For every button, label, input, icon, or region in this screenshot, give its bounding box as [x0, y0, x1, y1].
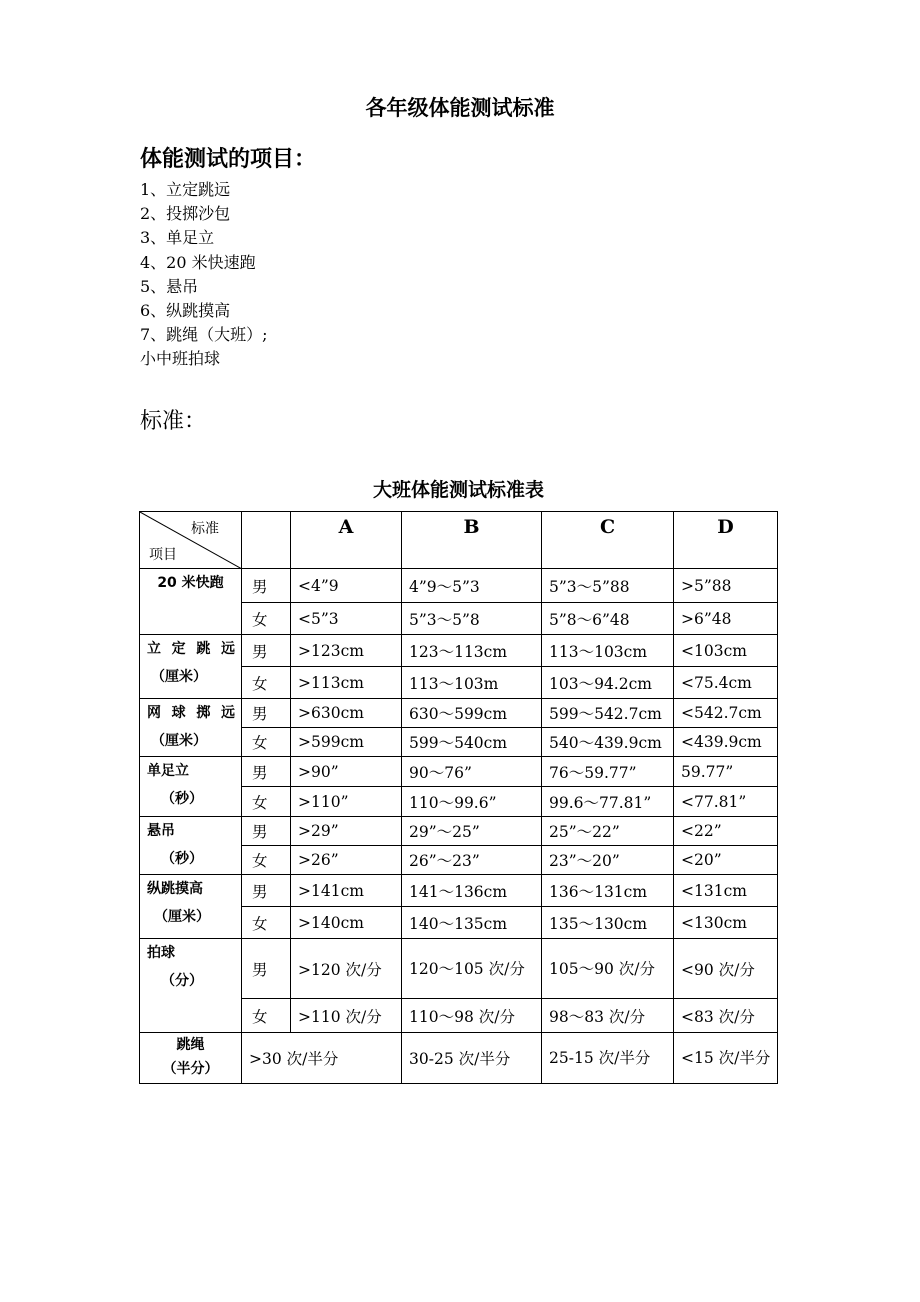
value-cell: <103cm	[674, 635, 778, 667]
value-cell: >120 次/分	[291, 939, 402, 999]
gender-cell: 女	[242, 846, 291, 875]
value-cell: <439.9cm	[674, 728, 778, 757]
value-cell: 599～540cm	[402, 728, 542, 757]
standards-table	[139, 511, 778, 1084]
category-cell: 跳绳 （半分）	[140, 1033, 242, 1084]
gender-cell: 女	[242, 667, 291, 699]
gender-cell: 男	[242, 699, 291, 728]
value-cell: 630～599cm	[402, 699, 542, 728]
value-cell: 99.6～77.81”	[542, 787, 674, 817]
category-cell: 悬吊 （秒）	[140, 817, 242, 875]
value-cell: 30-25 次/半分	[402, 1033, 542, 1084]
items-heading: 体能测试的项目：	[140, 147, 317, 172]
gender-cell: 男	[242, 757, 291, 787]
value-cell: 110～99.6”	[402, 787, 542, 817]
list-item: 7、跳绳（大班）;	[140, 325, 268, 345]
value-cell: >113cm	[291, 667, 402, 699]
gender-cell: 男	[242, 569, 291, 603]
value-cell: 59.77”	[674, 757, 778, 787]
value-cell: 23”～20”	[542, 846, 674, 875]
blank-header-cell	[242, 512, 291, 569]
table-row	[140, 569, 778, 603]
value-cell: 5”3～5”88	[542, 569, 674, 603]
value-cell: <90 次/分	[674, 939, 778, 999]
value-cell: >26”	[291, 846, 402, 875]
grade-header: D	[674, 512, 778, 569]
value-cell: >90”	[291, 757, 402, 787]
category-cell: 网球掷远 （厘米）	[140, 699, 242, 757]
value-cell: <130cm	[674, 907, 778, 939]
gender-cell: 男	[242, 817, 291, 846]
category-cell: 立定跳远 （厘米）	[140, 635, 242, 699]
value-cell: 141～136cm	[402, 875, 542, 907]
value-cell: 599～542.7cm	[542, 699, 674, 728]
corner-cell	[140, 512, 242, 569]
table-row	[140, 757, 778, 787]
document-title: 各年级体能测试标准	[365, 96, 555, 120]
table-row	[140, 817, 778, 846]
value-cell: 90～76”	[402, 757, 542, 787]
value-cell: 76～59.77”	[542, 757, 674, 787]
list-item: 小中班拍球	[140, 349, 221, 369]
header-row	[140, 512, 778, 569]
value-cell: <131cm	[674, 875, 778, 907]
gender-cell: 女	[242, 907, 291, 939]
value-cell: >630cm	[291, 699, 402, 728]
value-cell: <5”3	[291, 603, 402, 635]
value-cell: 4”9～5”3	[402, 569, 542, 603]
value-cell: <4”9	[291, 569, 402, 603]
list-item: 3、单足立	[140, 228, 215, 248]
list-item: 2、投掷沙包	[140, 204, 231, 224]
items-list	[140, 178, 268, 372]
gender-cell: 女	[242, 728, 291, 757]
corner-top-label: 标准	[191, 521, 219, 537]
table-title: 大班体能测试标准表	[372, 479, 544, 501]
value-cell: 103～94.2cm	[542, 667, 674, 699]
standard-label: 标准：	[140, 409, 207, 434]
gender-cell: 男	[242, 635, 291, 667]
value-cell: 540～439.9cm	[542, 728, 674, 757]
category-cell: 纵跳摸高 （厘米）	[140, 875, 242, 939]
value-cell: 113～103cm	[542, 635, 674, 667]
list-item: 4、20 米快速跑	[140, 252, 256, 272]
list-item: 1、立定跳远	[140, 180, 231, 199]
value-cell: >6”48	[674, 603, 778, 635]
value-cell: 136～131cm	[542, 875, 674, 907]
value-cell: 98～83 次/分	[542, 999, 674, 1033]
category-cell: 拍球 （分）	[140, 939, 242, 1033]
category-cell: 单足立 （秒）	[140, 757, 242, 817]
value-cell: <83 次/分	[674, 999, 778, 1033]
gender-cell: 男	[242, 875, 291, 907]
gender-cell: 女	[242, 999, 291, 1033]
table-row	[140, 939, 778, 999]
value-cell: <542.7cm	[674, 699, 778, 728]
value-cell: <22”	[674, 817, 778, 846]
value-cell: >30 次/半分	[242, 1033, 402, 1084]
value-cell: <77.81”	[674, 787, 778, 817]
grade-header: A	[291, 512, 402, 569]
value-cell: 26”～23”	[402, 846, 542, 875]
value-cell: >5”88	[674, 569, 778, 603]
value-cell: 5”8～6”48	[542, 603, 674, 635]
value-cell: 120～105 次/分	[402, 939, 542, 999]
value-cell: 110～98 次/分	[402, 999, 542, 1033]
value-cell: 29”～25”	[402, 817, 542, 846]
value-cell: >140cm	[291, 907, 402, 939]
table-row	[140, 699, 778, 728]
corner-bottom-label: 项目	[149, 547, 177, 563]
value-cell: >110 次/分	[291, 999, 402, 1033]
value-cell: 105～90 次/分	[542, 939, 674, 999]
value-cell: 135～130cm	[542, 907, 674, 939]
value-cell: <15 次/半分	[674, 1033, 778, 1084]
value-cell: 123～113cm	[402, 635, 542, 667]
gender-cell: 女	[242, 787, 291, 817]
list-item: 5、悬吊	[140, 276, 199, 296]
value-cell: >599cm	[291, 728, 402, 757]
value-cell: >123cm	[291, 635, 402, 667]
value-cell: 5”3～5”8	[402, 603, 542, 635]
value-cell: 113～103m	[402, 667, 542, 699]
gender-cell: 女	[242, 603, 291, 635]
table-row	[140, 1033, 778, 1084]
value-cell: 140～135cm	[402, 907, 542, 939]
value-cell: >110”	[291, 787, 402, 817]
grade-header: B	[402, 512, 542, 569]
value-cell: 25”～22”	[542, 817, 674, 846]
value-cell: >29”	[291, 817, 402, 846]
list-item: 6、纵跳摸高	[140, 301, 231, 321]
gender-cell: 男	[242, 939, 291, 999]
value-cell: >141cm	[291, 875, 402, 907]
value-cell: <20”	[674, 846, 778, 875]
value-cell: <75.4cm	[674, 667, 778, 699]
table-row	[140, 875, 778, 907]
grade-header: C	[542, 512, 674, 569]
table-row	[140, 635, 778, 667]
category-cell: 20 米快跑	[140, 569, 242, 635]
value-cell: 25-15 次/半分	[542, 1033, 674, 1084]
